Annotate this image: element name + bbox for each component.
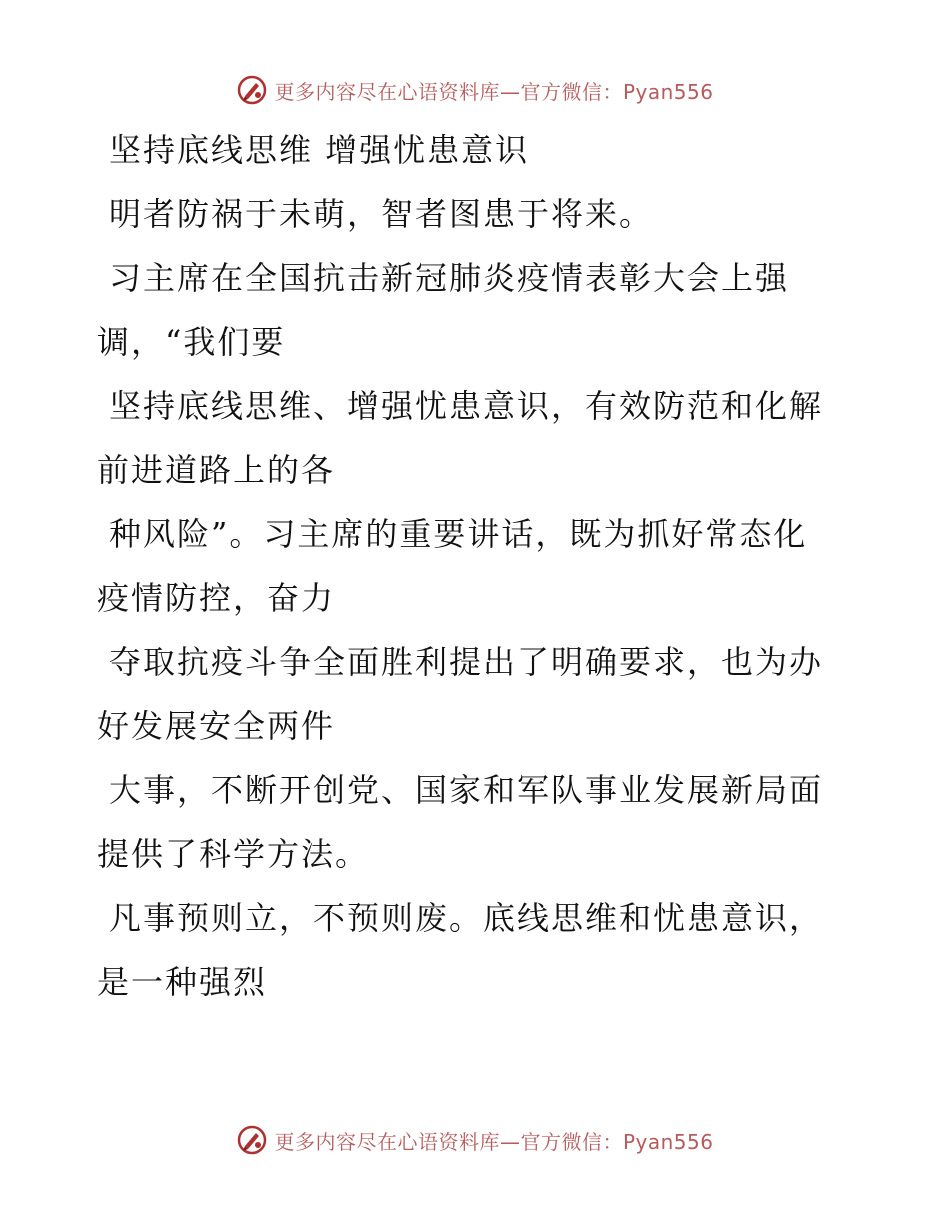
watermark-text: 更多内容尽在心语资料库—官方微信：Pyan556 <box>274 79 714 104</box>
document-title: 坚持底线思维 增强忧患意识 <box>109 131 530 169</box>
paragraph: 习主席在全国抗击新冠肺炎疫情表彰大会上强调，“我们要 <box>97 259 790 361</box>
pen-seal-icon <box>236 74 268 106</box>
paragraph: 大事，不断开创党、国家和军队事业发展新局面提供了科学方法。 <box>97 771 824 873</box>
paragraph: 明者防祸于未萌，智者图患于将来。 <box>109 195 654 233</box>
watermark-text: 更多内容尽在心语资料库—官方微信：Pyan556 <box>274 1129 714 1154</box>
header-watermark <box>0 72 950 108</box>
footer-watermark <box>0 1122 950 1158</box>
paragraph: 坚持底线思维、增强忧患意识，有效防范和化解前进道路上的各 <box>97 387 824 489</box>
pen-seal-icon <box>236 1124 268 1156</box>
paragraph: 种风险”。习主席的重要讲话，既为抓好常态化疫情防控，奋力 <box>97 515 808 617</box>
paragraph: 夺取抗疫斗争全面胜利提出了明确要求，也为办好发展安全两件 <box>97 643 824 745</box>
document-body <box>97 118 837 1014</box>
paragraph: 凡事预则立，不预则废。底线思维和忧患意识，是一种强烈 <box>97 899 824 1001</box>
